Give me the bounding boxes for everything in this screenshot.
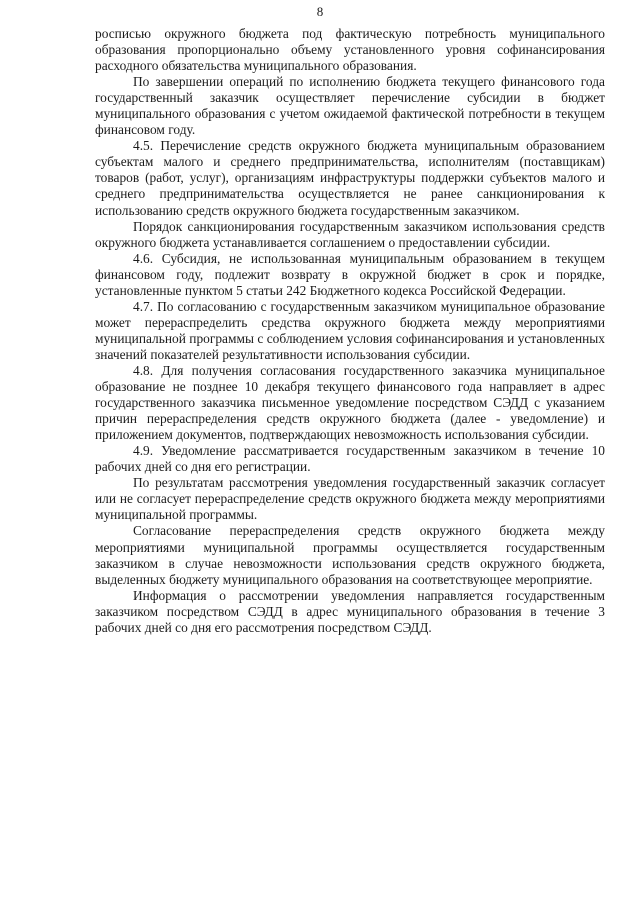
page-number: 8 bbox=[316, 4, 324, 19]
paragraph-subsidy-transfer: По завершении операций по исполнению бюджета текущего финансового года государственный заказчик осуществляет перечисление субсидии в бюджет муниципального образования с учетом ожидаемой фактической потребности в текущем финансовом году. bbox=[95, 74, 605, 138]
paragraph-authorization-order: Порядок санкционирования государственным заказчиком использования средств окружного бюджета устанавливается соглашением о предоставлении субсидии. bbox=[95, 218, 605, 250]
paragraph-review-results: По результатам рассмотрения уведомления государственный заказчик согласует или не согласует перераспределение средств окружного бюджета между мероприятиями муниципальной программы. bbox=[95, 475, 605, 523]
paragraph-notification-info: Информация о рассмотрении уведомления направляется государственным заказчиком посредством СЭДД в адрес муниципального образования в течение 3 рабочих дней со дня его рассмотрения посредством СЭДД. bbox=[95, 587, 605, 635]
paragraph-4-7: 4.7. По согласованию с государственным заказчиком муниципальное образование может перераспределить средства окружного бюджета между мероприятиями муниципальной программы с соблюдением условия софинансирования и установленных значений показателей результативности использования субсидии. bbox=[95, 298, 605, 362]
document-body bbox=[95, 26, 605, 636]
paragraph-4-8: 4.8. Для получения согласования государственного заказчика муниципальное образование не позднее 10 декабря текущего финансового года направляет в адрес государственного заказчика письменное уведомление посредством СЭДД с указанием причин перераспределения средств окружного бюджета (далее - уведомление) и приложением документов, подтверждающих невозможность использования субсидии. bbox=[95, 362, 605, 443]
paragraph-4-5: 4.5. Перечисление средств окружного бюджета муниципальным образованием субъектам малого и среднего предпринимательства, исполнителям (поставщикам) товаров (работ, услуг), организациям инфраструктуры поддержки субъектов малого и среднего предпринимательства осуществляется не ранее санкционирования к использованию средств окружного бюджета государственным заказчиком. bbox=[95, 138, 605, 218]
paragraph-budget-list: росписью окружного бюджета под фактическую потребность муниципального образования пропорционально объему установленного уровня софинансирования расходного обязательства муниципального образования. bbox=[95, 26, 605, 74]
paragraph-4-9: 4.9. Уведомление рассматривается государственным заказчиком в течение 10 рабочих дней со дня его регистрации. bbox=[95, 443, 605, 475]
paragraph-4-6: 4.6. Субсидия, не использованная муниципальным образованием в текущем финансовом году, подлежит возврату в окружной бюджет в срок и порядке, установленные пунктом 5 статьи 242 Бюджетного кодекса Российской Федерации. bbox=[95, 250, 605, 298]
paragraph-reallocation-approval: Согласование перераспределения средств окружного бюджета между мероприятиями муниципальной программы осуществляется государственным заказчиком в случае невозможности использования средств окружного бюджета, выделенных бюджету муниципального образования на соответствующее мероприятие. bbox=[95, 523, 605, 587]
